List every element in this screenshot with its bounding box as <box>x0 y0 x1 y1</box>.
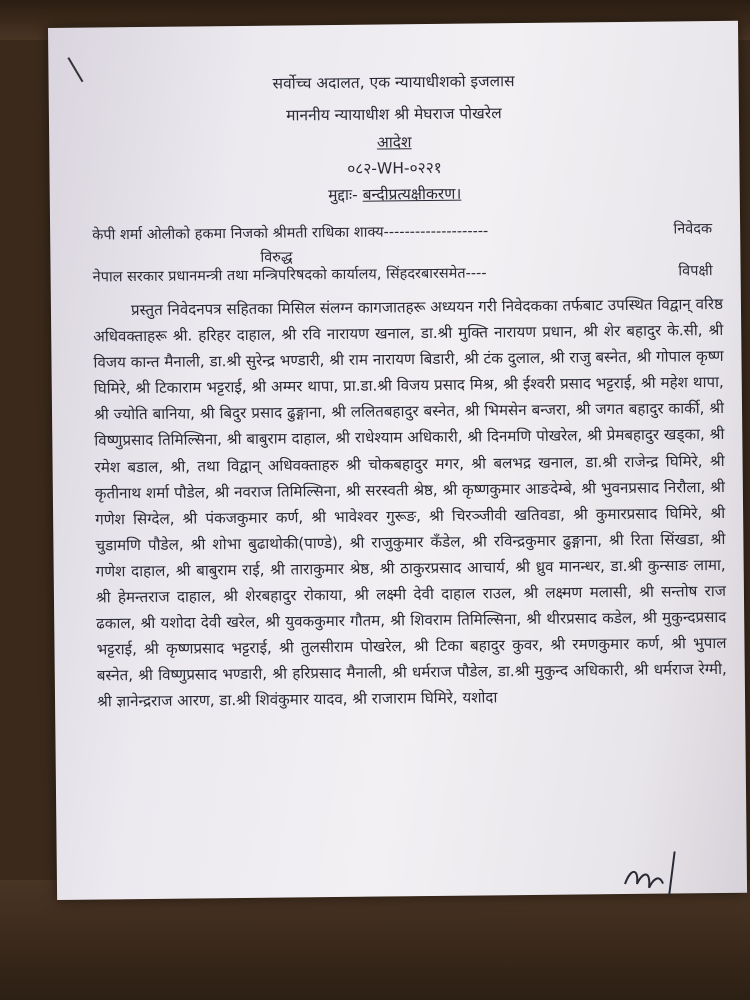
petitioner-name: केपी शर्मा ओलीको हकमा निजको श्रीमती राधिका शाक्य-------------------- <box>92 223 489 244</box>
petitioner-line <box>92 219 712 245</box>
court-heading: सर्वोच्च अदालत, एक न्यायाधीशको इजलास <box>272 72 515 93</box>
case-number: ०८२-WH-०२२१ <box>347 158 442 178</box>
court-order-page <box>48 21 747 900</box>
signature-mark <box>617 843 698 904</box>
respondent-role: विपक्षी <box>678 263 713 280</box>
respondent-line <box>93 261 713 287</box>
order-body-paragraph: प्रस्तुत निवेदनपत्र सहितका मिसिल संलग्न कागजातहरू अध्ययन गरी निवेदकका तर्फबाट उपस्थित विद्वान् वरिष्ठ अधिवक्ताहरू श्री. हरिहर दाहाल, श्री रवि नारायण खनाल, डा.श्री मुक्ति नारायण प्रधान, श्री शेर बहादुर के.सी, श्री विजय कान्त मैनाली, डा.श्री सुरेन्द्र भण्डारी, श्री राम नारायण बिडारी, श्री टंक दुलाल, श्री राजु बस्नेत, श्री गोपाल कृष्ण घिमिरे, श्री टिकाराम भट्टराई, श्री अम्मर थापा, प्रा.डा.श्री विजय प्रसाद मिश्र, श्री ईश्वरी प्रसाद भट्टराई, श्री महेश थापा, श्री ज्योति बानिया, श्री बिदुर प्रसाद ढुङ्गाना, श्री ललितबहादुर बस्नेत, श्री भिमसेन बन्जरा, श्री जगत बहादुर कार्की, श्री विष्णुप्रसाद तिमिल्सिना, श्री बाबुराम दाहाल, श्री राधेश्याम अधिकारी, श्री दिनमणि पोखरेल, श्री प्रेमबहादुर खड्का, श्री रमेश बडाल, श्री, तथा विद्वान् अधिवक्ताहरु श्री चोकबहादुर मगर, श्री बलभद्र खनाल, डा.श्री राजेन्द्र घिमिरे, श्री कृतीनाथ शर्मा पौडेल, श्री नवराज तिमिल्सिना, श्री सरस्वती श्रेष्ठ, श्री कृष्णकुमार आङदेम्बे, श्री भुवनप्रसाद निरौला, श्री गणेश सिग्देल, श्री पंकजकुमार कर्ण, श्री भावेश्वर गुरूङ, श्री चिरञ्जीवी खतिवडा, श्री कुमारप्रसाद घिमिरे, श्री चुडामणि पौडेल, श्री शोभा बुढाथोकी(पाण्डे), श्री राजुकुमार कँडेल, श्री रविन्द्रकुमार ढुङ्गाना, श्री रिता सिंखडा, श्री गणेश दाहाल, श्री बाबुराम राई, श्री ताराकुमार श्रेष्ठ, श्री ठाकुरप्रसाद आचार्य, श्री ध्रुव मानन्धर, डा.श्री कुन्साङ लामा, श्री हेमन्तराज दाहाल, श्री शेरबहादुर रोकाया, श्री लक्ष्मी देवी दाहाल राउल, श्री लक्ष्मण मलासी, श्री सन्तोष राज ढकाल, श्री यशोदा देवी खरेल, श्री युवककुमार गौतम, श्री शिवराम तिमिल्सिना, श्री थीरप्रसाद कडेल, श्री मुकुन्दप्रसाद भट्टराई, श्री कृष्णप्रसाद भट्टराई, श्री तुलसीराम पोखरेल, श्री टिका बहादुर कुवर, श्री रमणकुमार कर्ण, श्री भुपाल बस्नेत, श्री विष्णुप्रसाद भण्डारी, श्री हरिप्रसाद मैनाली, श्री धर्मराज पौडेल, डा.श्री मुकुन्द अधिकारी, श्री धर्मराज रेग्मी, श्री ज्ञानेन्द्रराज आरण, डा.श्री शिवंकुमार यादव, श्री राजाराम घिमिरे, यशोदा <box>93 294 727 711</box>
versus-label: विरुद्ध <box>260 249 293 266</box>
subject-value: बन्दीप्रत्यक्षीकरण। <box>362 184 462 204</box>
judge-heading: माननीय न्यायाधीश श्री मेघराज पोखरेल <box>286 104 502 125</box>
petitioner-role: निवेदक <box>673 221 713 238</box>
case-subject <box>50 181 740 208</box>
order-title: आदेश <box>376 133 412 152</box>
respondent-name: नेपाल सरकार प्रधानमन्त्री तथा मन्त्रिपरिषदको कार्यालय, सिंहदरबारसमेत---- <box>92 265 487 286</box>
subject-label: मुद्दाः- <box>328 185 358 205</box>
